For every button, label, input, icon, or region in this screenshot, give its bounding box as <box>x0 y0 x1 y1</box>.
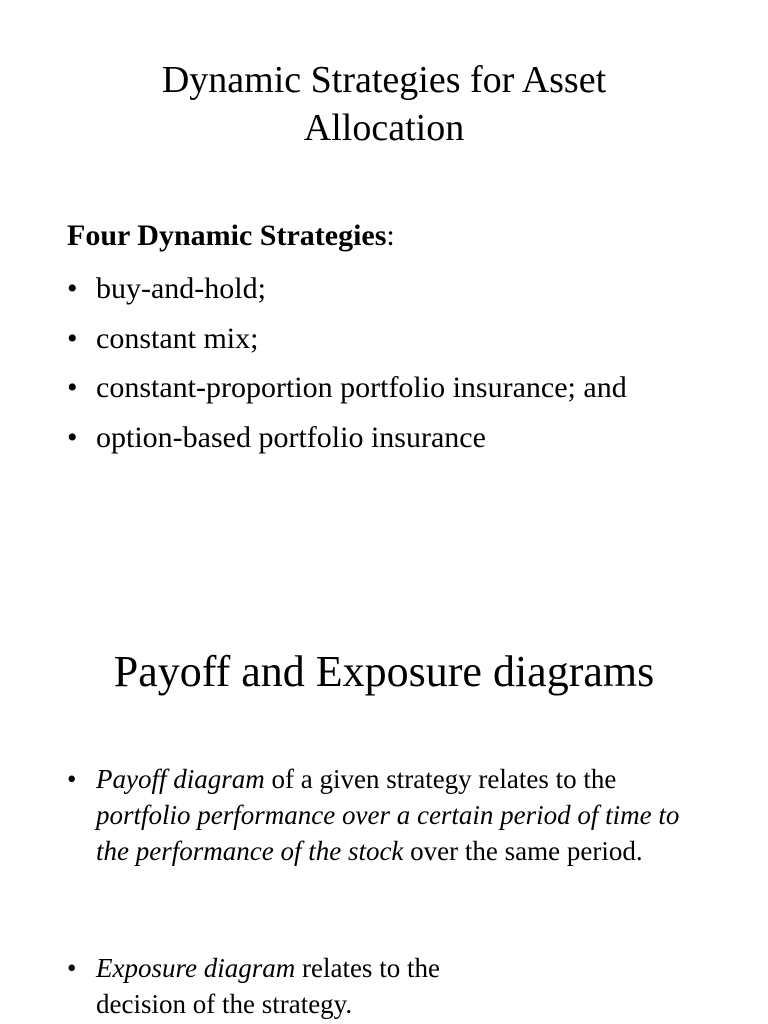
bullet-icon: • <box>67 321 78 355</box>
strategies-heading-colon: : <box>386 219 395 252</box>
list-item-text: option-based portfolio insurance <box>96 420 486 454</box>
list-item-text: constant mix; <box>96 321 259 355</box>
bullet-icon: • <box>67 272 78 305</box>
slide-title <box>0 56 768 152</box>
exposure-text-1: relates to the decision of the strategy. <box>96 953 440 1019</box>
bullet-icon: • <box>67 420 78 454</box>
payoff-italic-phrase: portfolio performance over a certain period of time to the performance of the stock <box>96 800 680 866</box>
list-item <box>67 314 627 364</box>
slide-title-line-2: Allocation <box>303 107 465 149</box>
strategies-list <box>67 264 627 462</box>
list-item <box>67 363 627 413</box>
payoff-text-1: of a given strategy relates to the <box>264 764 617 794</box>
payoff-diagram-definition <box>67 761 707 869</box>
strategies-heading <box>67 216 395 256</box>
payoff-term: Payoff diagram <box>96 764 265 794</box>
bullet-icon: • <box>67 953 77 983</box>
bullet-icon: • <box>67 371 78 404</box>
bullet-icon: • <box>67 764 77 794</box>
slide-title: Payoff and Exposure diagrams <box>113 647 655 696</box>
list-item <box>67 413 627 463</box>
slide-payoff-exposure <box>0 520 768 1024</box>
slide-title-line-1: Dynamic Strategies for Asset <box>161 59 607 101</box>
list-item-text: buy-and-hold; <box>96 272 266 305</box>
exposure-term: Exposure diagram <box>96 953 296 983</box>
exposure-diagram-definition <box>67 950 507 1022</box>
list-item <box>67 264 627 314</box>
strategies-heading-bold: Four Dynamic Strategies <box>67 219 387 252</box>
list-item-text: constant-proportion portfolio insurance; and <box>96 371 627 404</box>
payoff-text-2: over the same period. <box>403 836 643 866</box>
